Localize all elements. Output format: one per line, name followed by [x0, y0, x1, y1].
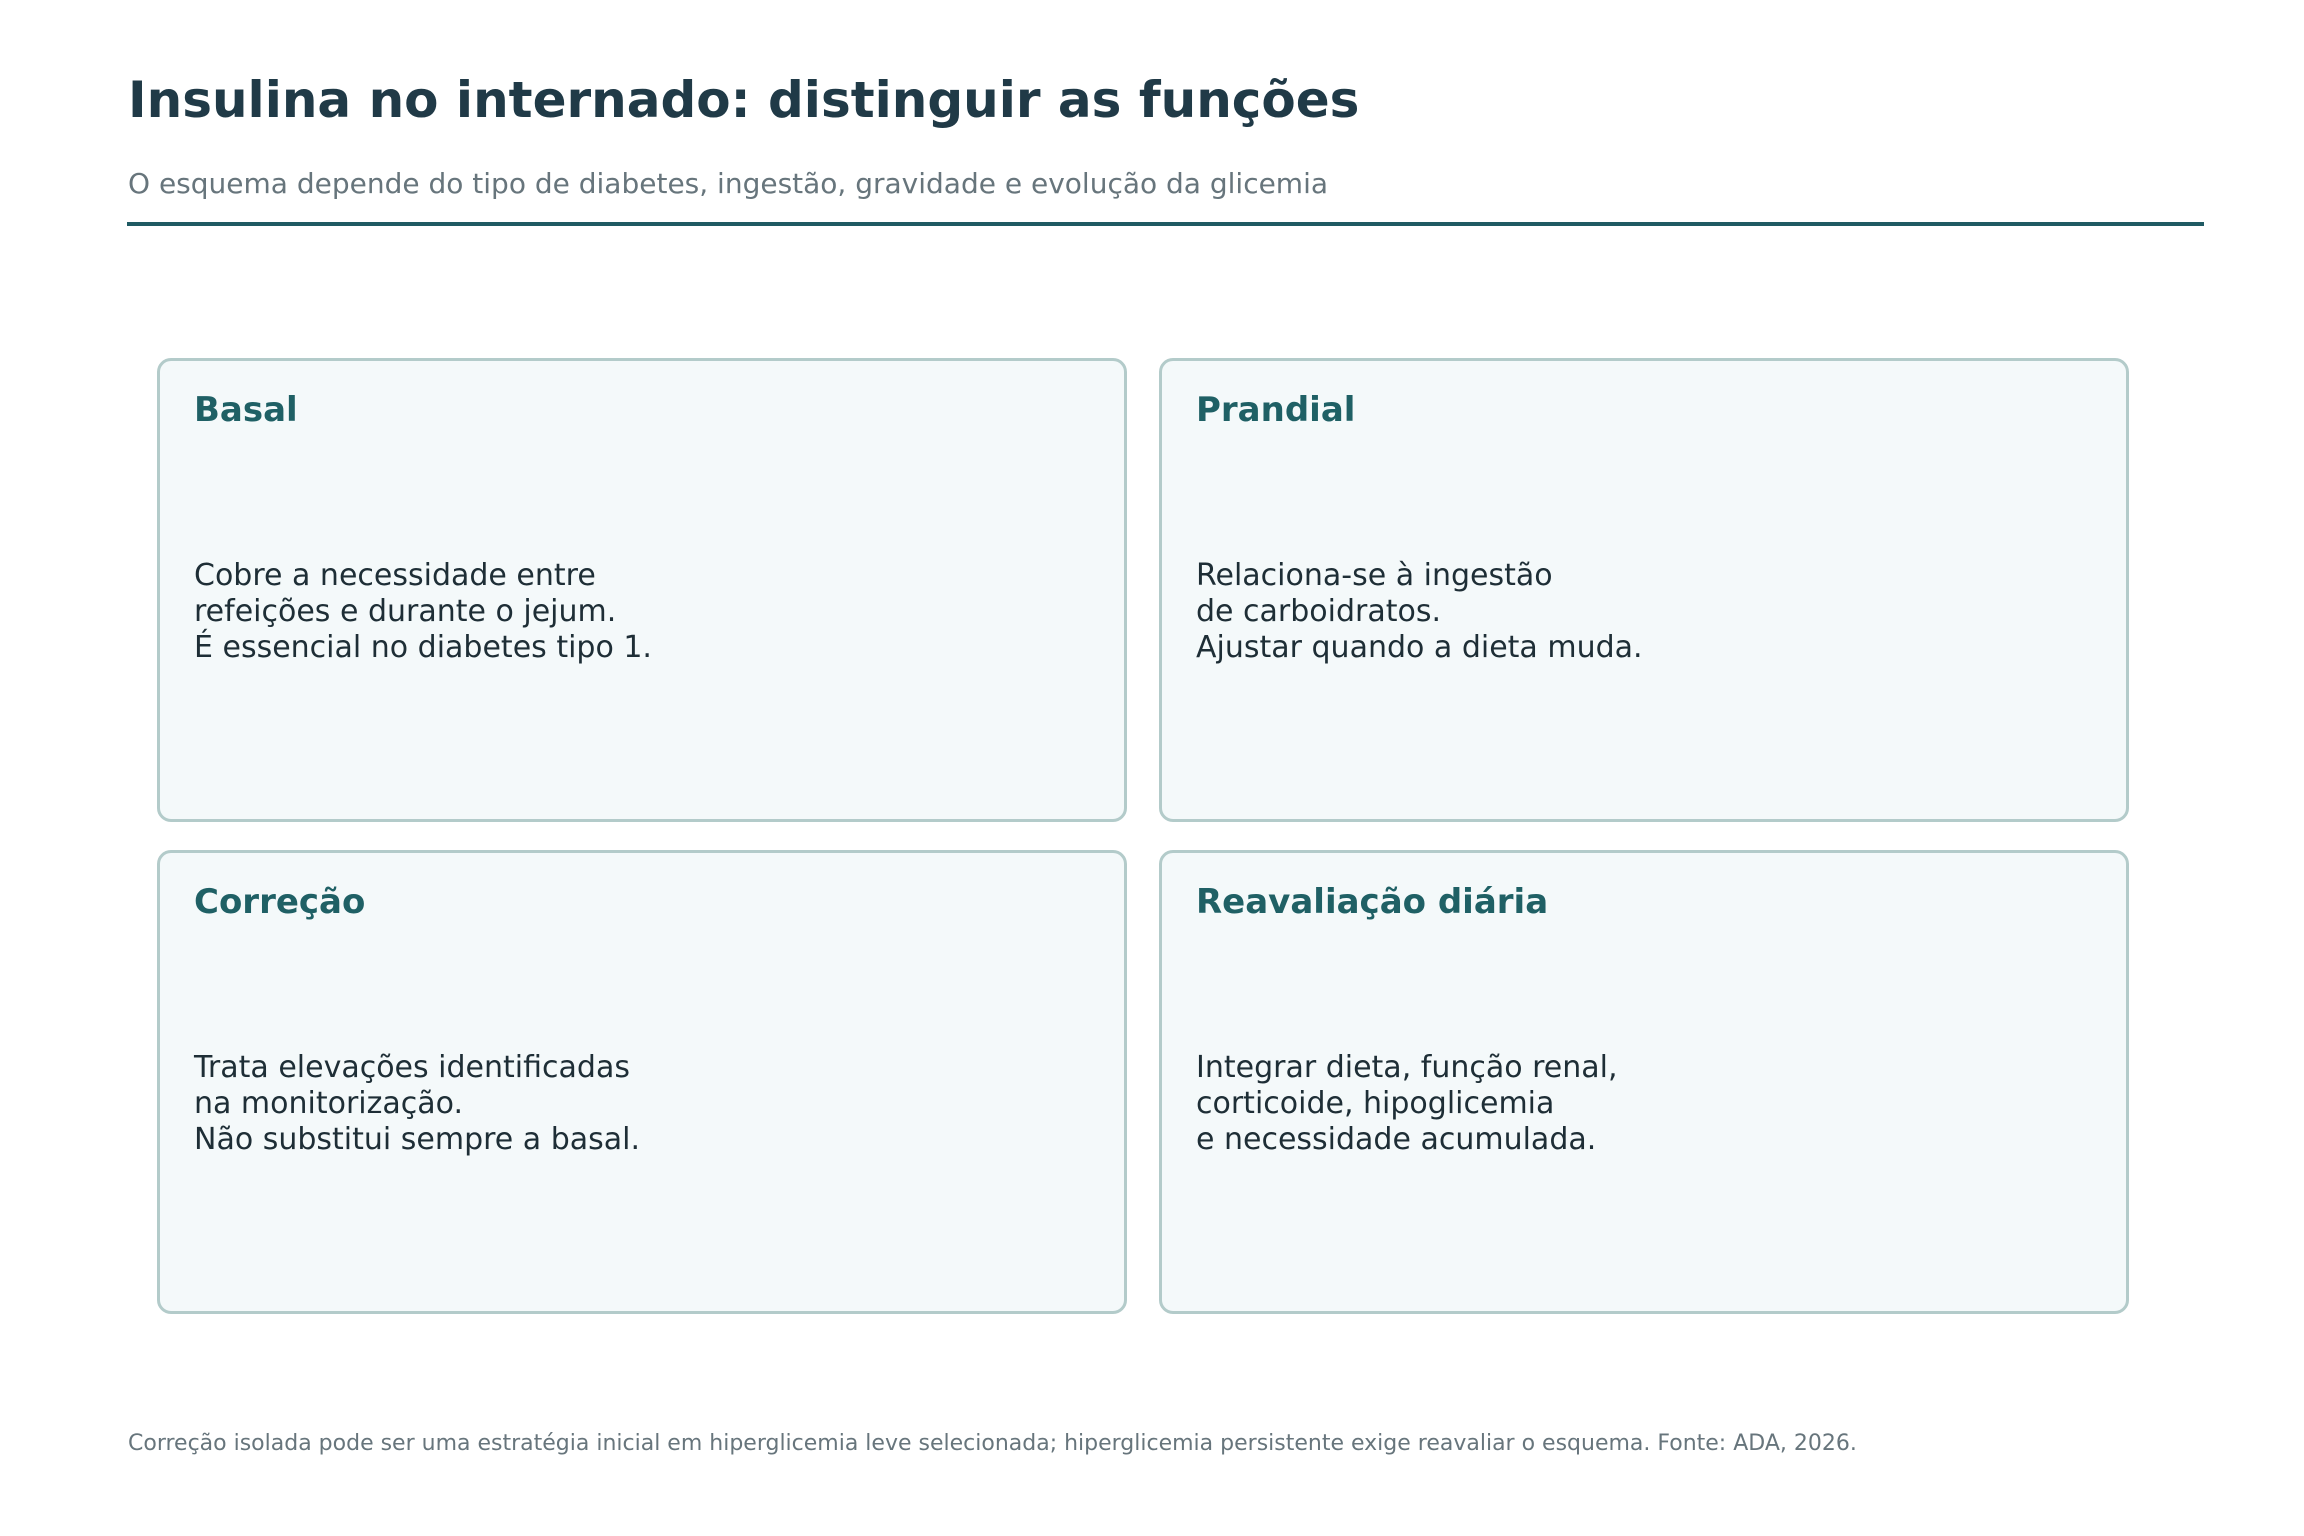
- card-text-line: refeições e durante o jejum.: [194, 594, 617, 629]
- card-text-line: Ajustar quando a dieta muda.: [1196, 630, 1643, 665]
- card-title: Basal: [194, 390, 298, 430]
- page-title: Insulina no internado: distinguir as funções: [128, 71, 1360, 129]
- card-reavaliacao: [1159, 850, 2129, 1314]
- card-text-line: Não substitui sempre a basal.: [194, 1122, 641, 1157]
- card-text-line: Integrar dieta, função renal,: [1196, 1050, 1618, 1085]
- card-body: [1196, 853, 1618, 1311]
- card-text-line: corticoide, hipoglicemia: [1196, 1086, 1555, 1121]
- card-body: [194, 361, 652, 819]
- header-divider: [127, 222, 2204, 226]
- page-subtitle: O esquema depende do tipo de diabetes, ingestão, gravidade e evolução da glicemia: [128, 167, 1329, 200]
- card-text-line: Trata elevações identificadas: [194, 1050, 630, 1085]
- card-title: Reavaliação diária: [1196, 882, 1549, 922]
- card-title: Prandial: [1196, 390, 1356, 430]
- card-basal: [157, 358, 1127, 822]
- card-prandial: [1159, 358, 2129, 822]
- card-text-line: Relaciona-se à ingestão: [1196, 558, 1553, 593]
- footnote: Correção isolada pode ser uma estratégia inicial em hiperglicemia leve selecionada; hiperglicemia persistente exige reavaliar o esquema. Fonte: ADA, 2026.: [128, 1431, 1857, 1456]
- card-correcao: [157, 850, 1127, 1314]
- card-text-line: na monitorização.: [194, 1086, 464, 1121]
- card-body: [194, 853, 640, 1311]
- card-text-line: Cobre a necessidade entre: [194, 558, 596, 593]
- card-title: Correção: [194, 882, 366, 922]
- card-text-line: de carboidratos.: [1196, 594, 1442, 629]
- card-text-line: É essencial no diabetes tipo 1.: [194, 630, 652, 665]
- card-body: [1196, 361, 1643, 819]
- card-text-line: e necessidade acumulada.: [1196, 1122, 1597, 1157]
